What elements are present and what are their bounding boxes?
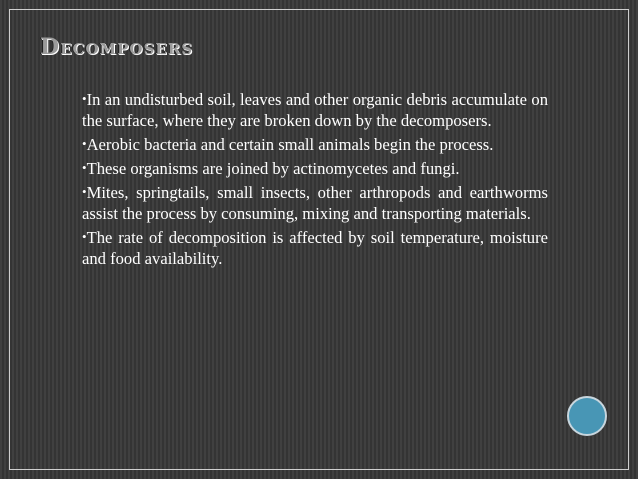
bullet-item: [82, 157, 548, 179]
bullet-item: [82, 88, 548, 131]
bullet-marker: •: [82, 184, 87, 199]
bullet-marker: •: [82, 136, 87, 151]
bullet-marker: •: [82, 91, 87, 106]
bullet-item: [82, 226, 548, 269]
bullet-marker: •: [82, 229, 87, 244]
slide-title: Decomposers: [40, 34, 194, 60]
bullet-text: These organisms are joined by actinomycetes and fungi.: [86, 159, 460, 178]
bullet-text: In an undisturbed soil, leaves and other organic debris accumulate on the surface, where they are broken down by the decomposers.: [82, 90, 548, 130]
bullet-item: [82, 181, 548, 224]
bullet-text: Aerobic bacteria and certain small animals begin the process.: [86, 135, 494, 154]
bullet-item: [82, 133, 548, 155]
bullet-text: The rate of decomposition is affected by soil temperature, moisture and food availability.: [82, 228, 548, 268]
bullet-marker: •: [82, 160, 87, 175]
decorative-circle-icon: [567, 396, 607, 436]
bullet-text: Mites, springtails, small insects, other arthropods and earthworms assist the process by consuming, mixing and transporting materials.: [82, 183, 548, 223]
bullet-list: [82, 88, 548, 271]
